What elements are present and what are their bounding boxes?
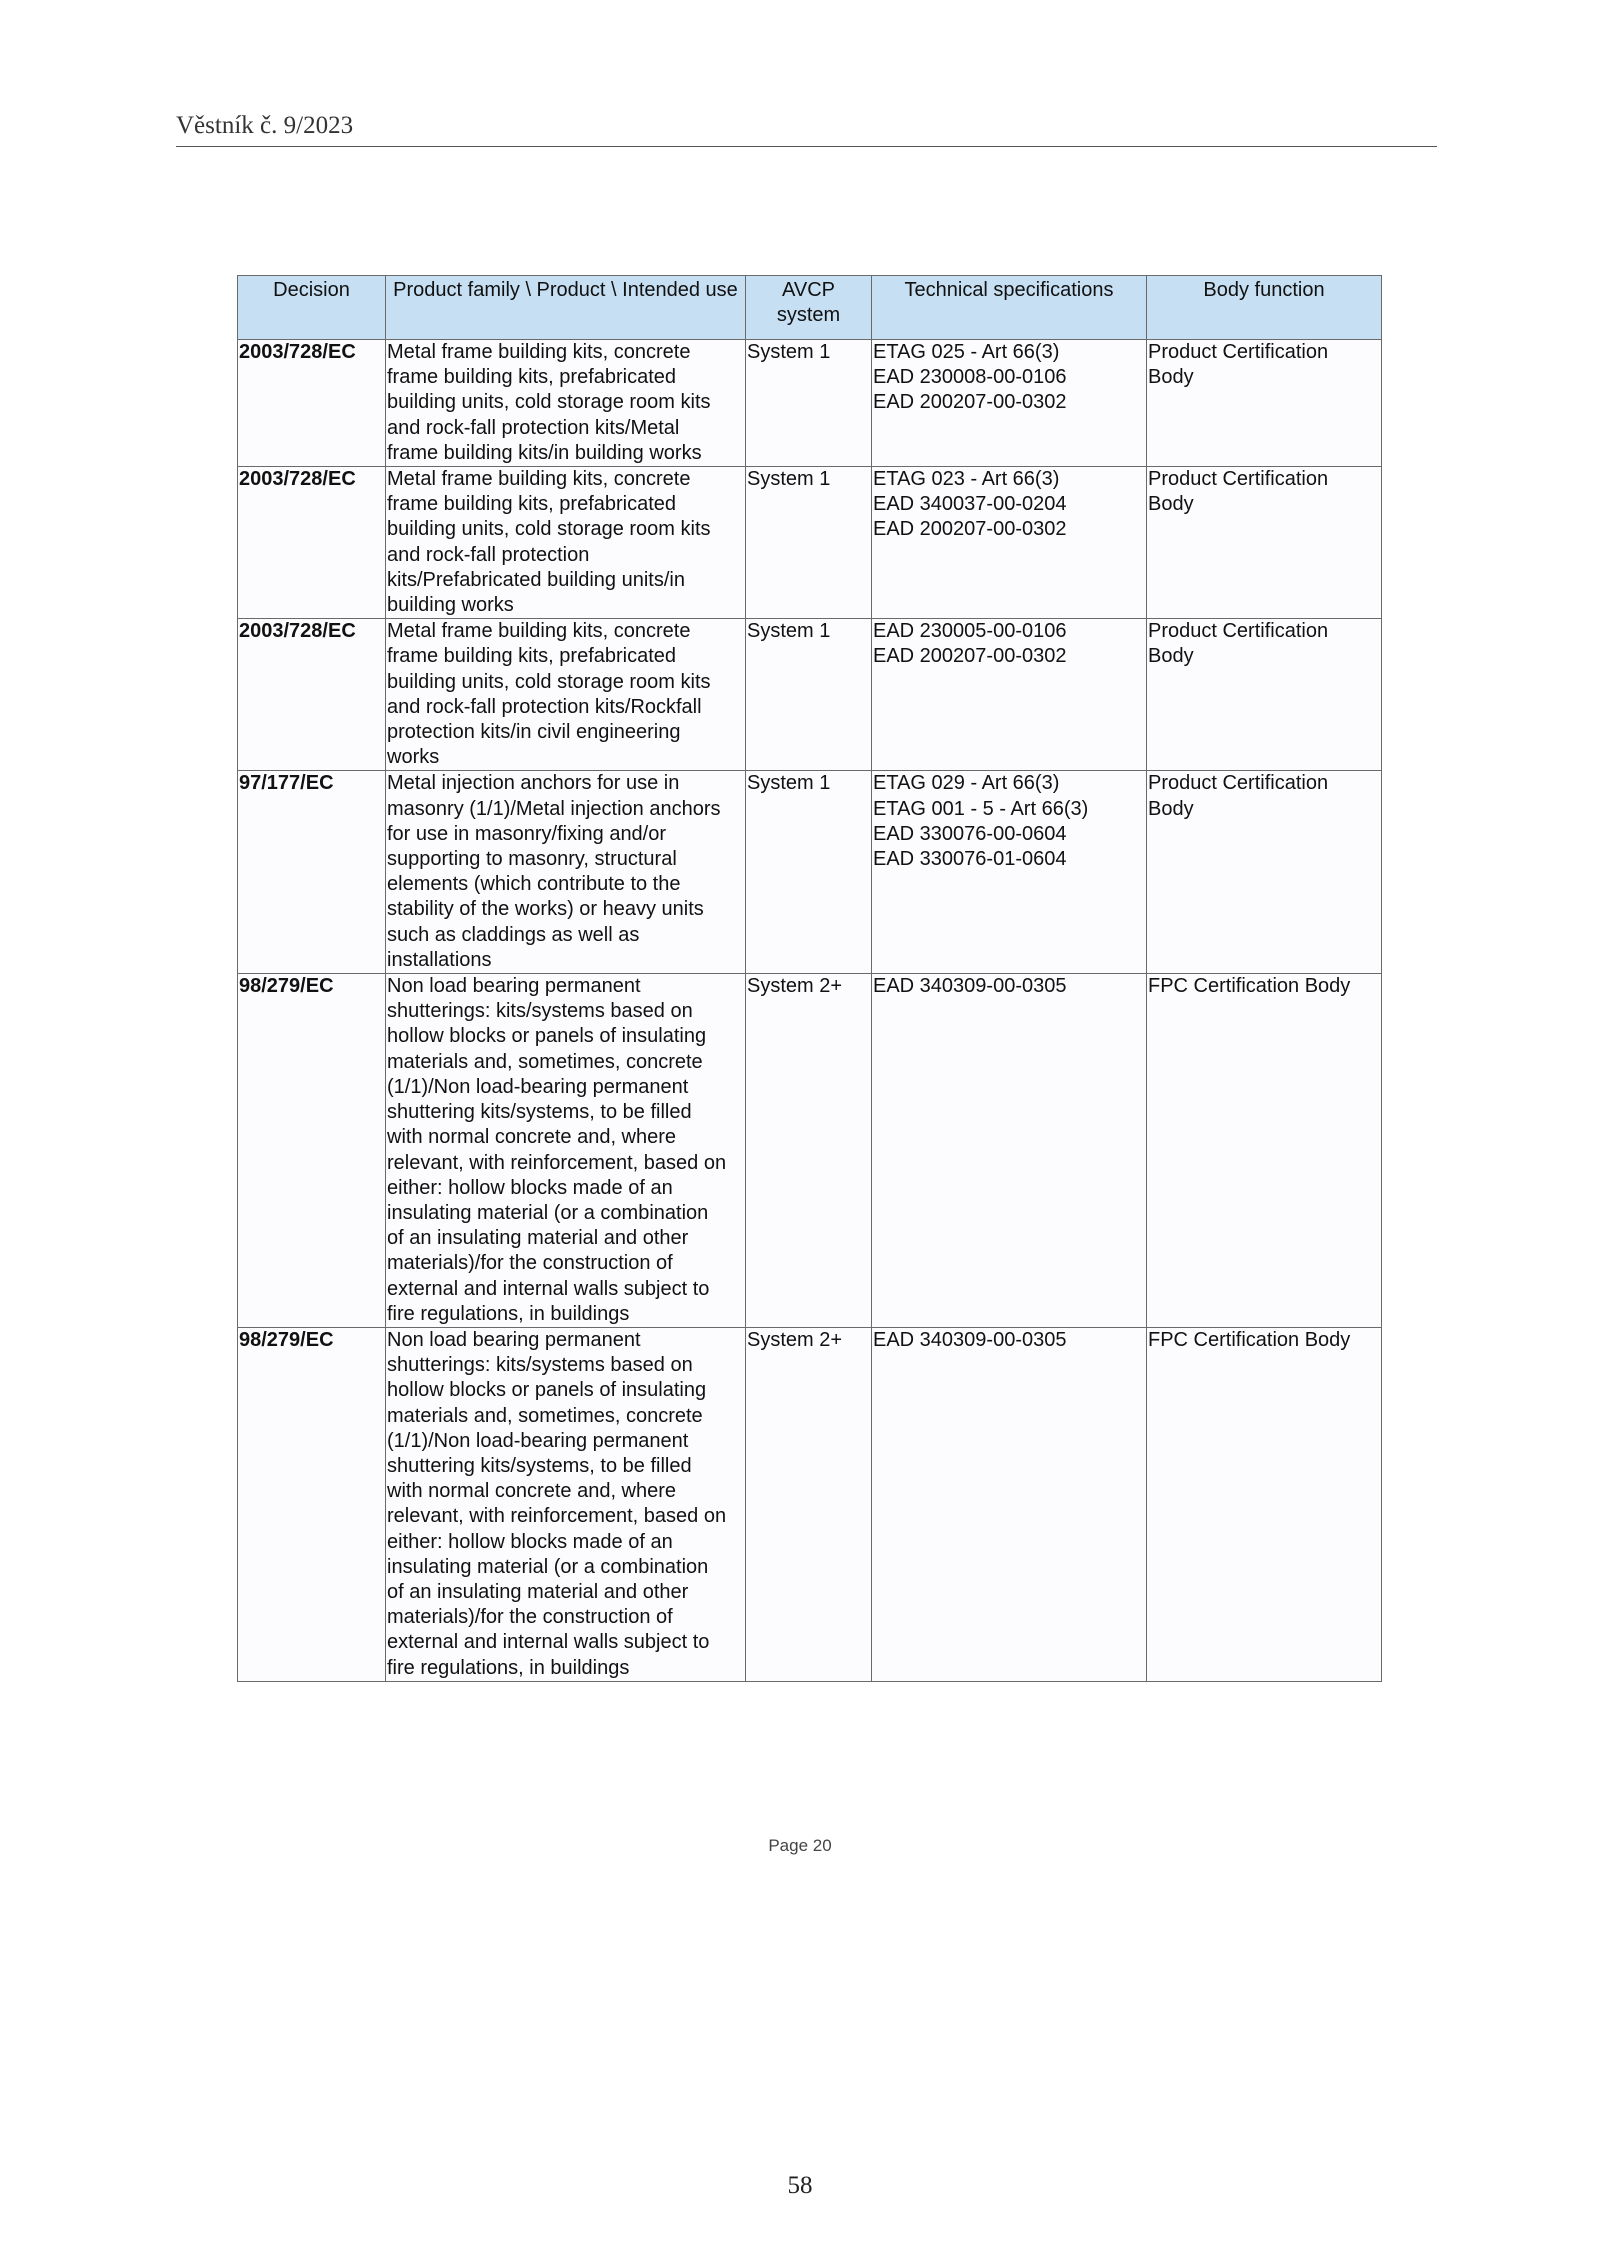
- specifications-cell-line: EAD 230008-00-0106: [873, 366, 1067, 389]
- product-cell-line: Metal frame building kits, concrete: [387, 341, 691, 363]
- specifications-cell-line: EAD 200207-00-0302: [873, 391, 1067, 414]
- specifications-cell-line: ETAG 001 - 5 - Art 66(3): [873, 797, 1089, 820]
- product-cell: [386, 340, 746, 467]
- body-function-cell-line: Body: [1148, 366, 1194, 389]
- product-cell-line: hollow blocks or panels of insulating: [387, 1379, 707, 1402]
- table-row: [238, 1327, 1382, 1681]
- table-row: [238, 340, 1382, 467]
- specifications-cell-line: EAD 200207-00-0302: [873, 645, 1067, 668]
- body-function-cell-line: Product Certification: [1148, 620, 1329, 643]
- column-header-specifications: Technical specifications: [872, 276, 1147, 340]
- product-cell-line: hollow blocks or panels of insulating: [387, 1025, 707, 1048]
- product-cell-line: and rock-fall protection kits/Rockfall: [387, 695, 702, 718]
- product-cell-line: frame building kits, prefabricated: [387, 645, 677, 668]
- product-cell-line: frame building kits/in building works: [387, 441, 702, 464]
- specifications-cell-line: EAD 330076-00-0604: [873, 822, 1067, 845]
- product-cell-line: Metal frame building kits, concrete: [387, 468, 691, 491]
- product-cell-line: (1/1)/Non load-bearing permanent: [387, 1075, 689, 1098]
- specifications-cell-line: ETAG 025 - Art 66(3): [873, 341, 1060, 363]
- table-header-row: [238, 276, 1382, 340]
- product-cell: [386, 771, 746, 974]
- product-cell-line: shutterings: kits/systems based on: [387, 1354, 693, 1377]
- body-function-cell-line: Body: [1148, 645, 1194, 668]
- specifications-cell: [872, 974, 1147, 1328]
- specifications-cell: [872, 1327, 1147, 1681]
- body-function-cell: [1147, 974, 1382, 1328]
- product-cell-line: and rock-fall protection kits/Metal: [387, 416, 680, 439]
- product-cell-line: such as claddings as well as: [387, 923, 640, 946]
- product-cell-line: of an insulating material and other: [387, 1227, 689, 1250]
- column-header-avcp: AVCP system: [746, 276, 872, 340]
- product-cell: [386, 467, 746, 619]
- avcp-cell: System 1: [746, 771, 872, 974]
- decision-cell: 98/279/EC: [238, 974, 386, 1328]
- product-cell-line: external and internal walls subject to: [387, 1277, 710, 1300]
- specifications-cell-line: ETAG 029 - Art 66(3): [873, 772, 1060, 795]
- product-cell-line: installations: [387, 948, 492, 971]
- certification-table: [237, 275, 1382, 1682]
- product-cell-line: shuttering kits/systems, to be filled: [387, 1454, 692, 1477]
- product-cell-line: elements (which contribute to the: [387, 873, 681, 896]
- decision-cell: 2003/728/EC: [238, 340, 386, 467]
- header-divider: [176, 146, 1437, 147]
- specifications-cell-line: EAD 340309-00-0305: [873, 1328, 1067, 1351]
- specifications-cell: [872, 771, 1147, 974]
- product-cell: [386, 974, 746, 1328]
- product-cell-line: kits/Prefabricated building units/in: [387, 568, 685, 591]
- body-function-cell-line: Product Certification: [1148, 341, 1329, 363]
- table-body: [238, 340, 1382, 1682]
- product-cell-line: of an insulating material and other: [387, 1580, 689, 1603]
- specifications-cell-line: EAD 330076-01-0604: [873, 848, 1067, 871]
- product-cell-line: supporting to masonry, structural: [387, 848, 677, 871]
- product-cell-line: works: [387, 746, 440, 769]
- body-function-cell-line: Body: [1148, 797, 1194, 820]
- table-row: [238, 619, 1382, 771]
- product-cell-line: fire regulations, in buildings: [387, 1302, 630, 1325]
- column-header-body-function: Body function: [1147, 276, 1382, 340]
- product-cell-line: frame building kits, prefabricated: [387, 493, 677, 516]
- page-label: Page 20: [768, 1836, 832, 1855]
- specifications-cell-line: EAD 340309-00-0305: [873, 975, 1067, 998]
- decision-cell: 2003/728/EC: [238, 467, 386, 619]
- decision-cell: 98/279/EC: [238, 1327, 386, 1681]
- product-cell-line: relevant, with reinforcement, based on: [387, 1151, 727, 1174]
- body-function-cell-line: Body: [1148, 493, 1194, 516]
- table-row: [238, 974, 1382, 1328]
- product-cell-line: building units, cold storage room kits: [387, 391, 711, 414]
- product-cell-line: frame building kits, prefabricated: [387, 366, 677, 389]
- decision-cell: 2003/728/EC: [238, 619, 386, 771]
- product-cell-line: masonry (1/1)/Metal injection anchors: [387, 797, 721, 820]
- specifications-cell-line: EAD 340037-00-0204: [873, 493, 1067, 516]
- body-function-cell-line: Product Certification: [1148, 468, 1329, 491]
- product-cell-line: materials)/for the construction of: [387, 1252, 673, 1275]
- specifications-cell: [872, 340, 1147, 467]
- product-cell-line: fire regulations, in buildings: [387, 1656, 630, 1679]
- specifications-cell-line: ETAG 023 - Art 66(3): [873, 468, 1060, 491]
- product-cell-line: shutterings: kits/systems based on: [387, 1000, 693, 1023]
- product-cell-line: either: hollow blocks made of an: [387, 1176, 673, 1199]
- product-cell-line: Metal injection anchors for use in: [387, 772, 680, 795]
- body-function-cell-line: FPC Certification Body: [1148, 1328, 1351, 1351]
- product-cell-line: for use in masonry/fixing and/or: [387, 822, 667, 845]
- avcp-cell: System 1: [746, 467, 872, 619]
- page-number: 58: [787, 2172, 813, 2199]
- specifications-cell-line: EAD 230005-00-0106: [873, 620, 1067, 643]
- body-function-cell: [1147, 340, 1382, 467]
- product-cell-line: insulating material (or a combination: [387, 1555, 709, 1578]
- column-header-decision: Decision: [238, 276, 386, 340]
- body-function-cell: [1147, 771, 1382, 974]
- product-cell: [386, 619, 746, 771]
- avcp-cell: System 2+: [746, 1327, 872, 1681]
- product-cell-line: external and internal walls subject to: [387, 1631, 710, 1654]
- document-header-title: Věstník č. 9/2023: [176, 112, 354, 139]
- product-cell-line: materials)/for the construction of: [387, 1606, 673, 1629]
- table-row: [238, 467, 1382, 619]
- product-cell-line: materials and, sometimes, concrete: [387, 1050, 703, 1073]
- product-cell-line: with normal concrete and, where: [387, 1126, 677, 1149]
- product-cell-line: with normal concrete and, where: [387, 1480, 677, 1503]
- product-cell-line: either: hollow blocks made of an: [387, 1530, 673, 1553]
- product-cell-line: insulating material (or a combination: [387, 1201, 709, 1224]
- specifications-cell: [872, 619, 1147, 771]
- avcp-cell: System 1: [746, 340, 872, 467]
- product-cell-line: materials and, sometimes, concrete: [387, 1404, 703, 1427]
- product-cell-line: (1/1)/Non load-bearing permanent: [387, 1429, 689, 1452]
- product-cell-line: protection kits/in civil engineering: [387, 721, 681, 744]
- product-cell-line: building works: [387, 594, 514, 617]
- specifications-cell: [872, 467, 1147, 619]
- product-cell-line: building units, cold storage room kits: [387, 670, 711, 693]
- product-cell-line: Metal frame building kits, concrete: [387, 620, 691, 643]
- avcp-cell: System 2+: [746, 974, 872, 1328]
- decision-cell: 97/177/EC: [238, 771, 386, 974]
- product-cell-line: Non load bearing permanent: [387, 1328, 641, 1351]
- product-cell-line: and rock-fall protection: [387, 543, 590, 566]
- specifications-cell-line: EAD 200207-00-0302: [873, 518, 1067, 541]
- body-function-cell-line: Product Certification: [1148, 772, 1329, 795]
- product-cell-line: relevant, with reinforcement, based on: [387, 1505, 727, 1528]
- product-cell-line: shuttering kits/systems, to be filled: [387, 1101, 692, 1124]
- product-cell: [386, 1327, 746, 1681]
- body-function-cell: [1147, 619, 1382, 771]
- product-cell-line: Non load bearing permanent: [387, 975, 641, 998]
- body-function-cell: [1147, 1327, 1382, 1681]
- product-cell-line: stability of the works) or heavy units: [387, 898, 704, 921]
- avcp-cell: System 1: [746, 619, 872, 771]
- column-header-product: Product family \ Product \ Intended use: [386, 276, 746, 340]
- table-row: [238, 771, 1382, 974]
- body-function-cell-line: FPC Certification Body: [1148, 975, 1351, 998]
- body-function-cell: [1147, 467, 1382, 619]
- product-cell-line: building units, cold storage room kits: [387, 518, 711, 541]
